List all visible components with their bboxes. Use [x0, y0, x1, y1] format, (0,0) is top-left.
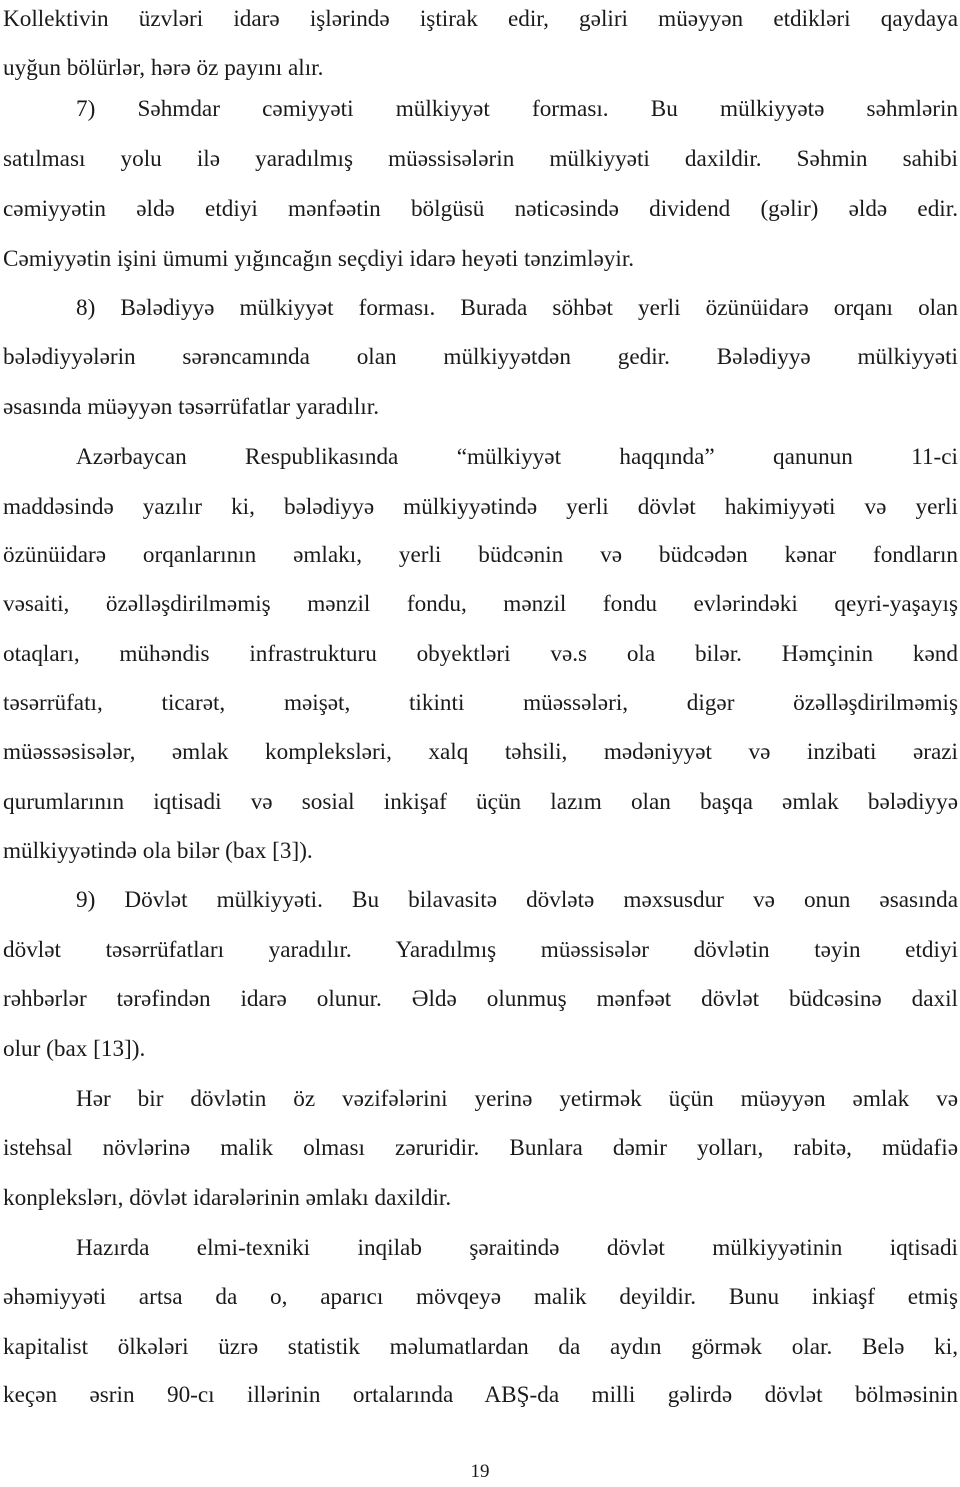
- text-line: 9) Dövlət mülkiyyəti. Bu bilavasitə dövlətə məxsusdur və onun əsasında: [76, 887, 958, 913]
- text-line: satılması yolu ilə yaradılmış müəssisələrin mülkiyyəti daxildir. Səhmin sahibi: [3, 146, 958, 172]
- text-line: bələdiyyələrin sərəncamında olan mülkiyyətdən gedir. Bələdiyyə mülkiyyəti: [3, 344, 958, 370]
- text-line: 7) Səhmdar cəmiyyəti mülkiyyət forması. Bu mülkiyyətə səhmlərin: [76, 96, 958, 122]
- text-line: 8) Bələdiyyə mülkiyyət forması. Burada söhbət yerli özünüidarə orqanı olan: [76, 295, 958, 321]
- text-line: Cəmiyyətin işini ümumi yığıncağın seçdiyi idarə heyəti tənzimləyir.: [3, 246, 635, 272]
- text-line: Hazırda elmi-texniki inqilab şəraitində dövlət mülkiyyətinin iqtisadi: [76, 1235, 958, 1261]
- text-line: təsərrüfatı, ticarət, məişət, tikinti müəssələri, digər özəlləşdirilməmiş: [3, 690, 958, 716]
- text-line: olur (bax [13]).: [3, 1036, 146, 1062]
- text-line: Azərbaycan Respublikasında “mülkiyyət haqqında” qanunun 11-ci: [76, 444, 958, 470]
- text-line: özünüidarə orqanlarının əmlakı, yerli büdcənin və büdcədən kənar fondların: [3, 542, 958, 568]
- text-line: otaqları, mühəndis infrastrukturu obyektləri və.s ola bilər. Həmçinin kənd: [3, 641, 958, 667]
- text-line: Kollektivin üzvləri idarə işlərində iştirak edir, gəliri müəyyən etdikləri qaydaya: [3, 6, 958, 32]
- text-line: konplekslərı, dövlət idarələrinin əmlakı daxildir.: [3, 1185, 452, 1211]
- text-line: Hər bir dövlətin öz vəzifələrini yerinə yetirmək üçün müəyyən əmlak və: [76, 1086, 958, 1112]
- text-line: istehsal növlərinə malik olması zəruridir. Bunlara dəmir yolları, rabitə, müdafiə: [3, 1135, 958, 1161]
- text-line: dövlət təsərrüfatları yaradılır. Yaradılmış müəssisələr dövlətin təyin etdiyi: [3, 937, 958, 963]
- text-line: keçən əsrin 90-cı illərinin ortalarında ABŞ-da milli gəlirdə dövlət bölməsinin: [3, 1382, 958, 1408]
- text-line: əhəmiyyəti artsa da o, aparıcı mövqeyə malik deyildir. Bunu inkiaşf etmiş: [3, 1284, 958, 1310]
- text-line: mülkiyyətində ola bilər (bax [3]).: [3, 838, 313, 864]
- text-line: müəssəsisələr, əmlak kompleksləri, xalq təhsili, mədəniyyət və inzibati ərazi: [3, 739, 958, 765]
- text-line: uyğun bölürlər, hərə öz payını alır.: [3, 55, 324, 81]
- text-line: maddəsində yazılır ki, bələdiyyə mülkiyyətində yerli dövlət hakimiyyəti və yerli: [3, 494, 958, 520]
- text-line: rəhbərlər tərəfindən idarə olunur. Əldə olunmuş mənfəət dövlət büdcəsinə daxil: [3, 986, 958, 1012]
- text-line: əsasında müəyyən təsərrüfatlar yaradılır.: [3, 394, 379, 420]
- text-line: cəmiyyətin əldə etdiyi mənfəətin bölgüsü nəticəsində dividend (gəlir) əldə edir.: [3, 196, 958, 222]
- text-line: kapitalist ölkələri üzrə statistik məlumatlardan da aydın görmək olar. Belə ki,: [3, 1334, 958, 1360]
- page-number: 19: [470, 1461, 490, 1482]
- text-line: vəsaiti, özəlləşdirilməmiş mənzil fondu, mənzil fondu evlərindəki qeyri-yaşayış: [3, 591, 958, 617]
- text-line: qurumlarının iqtisadi və sosial inkişaf üçün lazım olan başqa əmlak bələdiyyə: [3, 789, 958, 815]
